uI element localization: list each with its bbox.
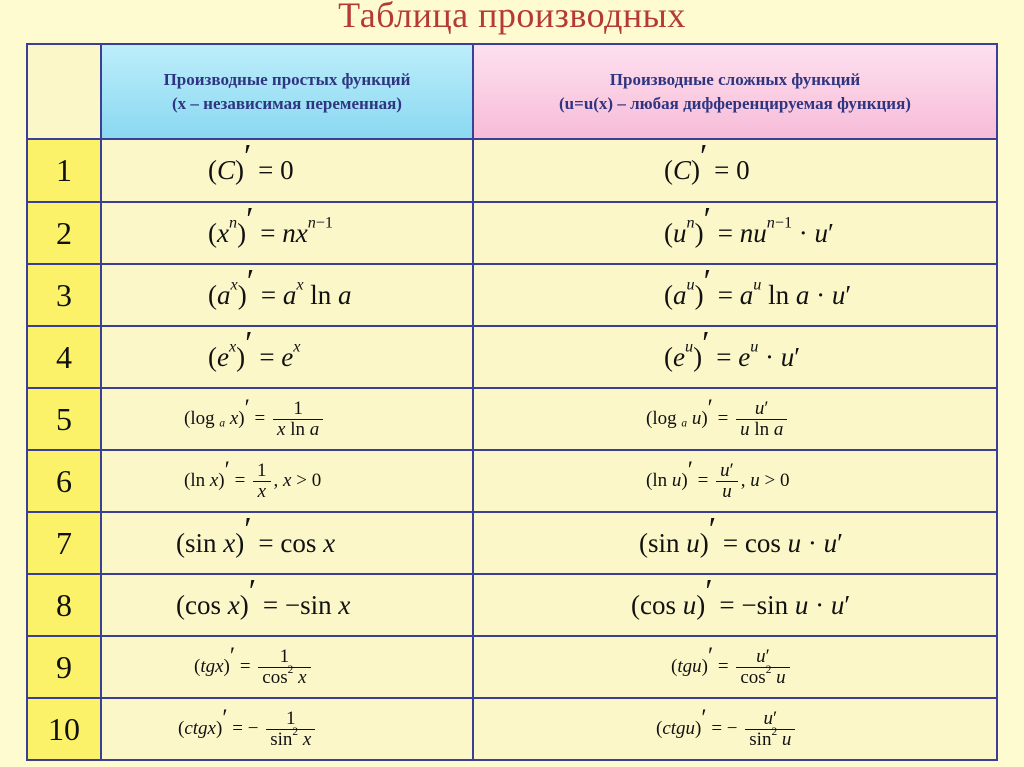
formula-complex: (ctgu)′ = − $\frac{u'}{\sin^2 u}$ (656, 709, 798, 750)
header-simple-line2: (x – независимая переменная) (172, 93, 402, 113)
table-row (27, 388, 997, 450)
formula-simple: $(x^n)' = nx^{n-1}$ (208, 200, 334, 248)
formula-complex: (sin u)′ = cos u · u′ (639, 510, 844, 558)
formula-simple: (ctgx)′ = − $\frac{1}{\sin^2 x}$ (178, 709, 318, 750)
formula-complex: (tgu)′ = $\frac{u'}{\cos^2 u}$ (671, 647, 793, 688)
formula-simple: (tgx)′ = $\frac{1}{\cos^2 x}$ (194, 647, 314, 688)
formula-simple: (C)′ = 0 (208, 138, 294, 185)
formula-complex: $(e^u)' = e^u \cdot u'$ (664, 324, 801, 372)
simple-formula-cell (101, 698, 473, 760)
header-complex-line2: (u=u(x) – любая дифференцируемая функция) (559, 93, 911, 113)
complex-formula-cell (473, 388, 997, 450)
complex-formula-cell (473, 450, 997, 512)
simple-formula-cell (101, 264, 473, 326)
table-row (27, 139, 997, 202)
derivatives-table (26, 43, 998, 761)
complex-formula-cell (473, 202, 997, 264)
row-number: 5 (27, 388, 101, 450)
row-number: 9 (27, 636, 101, 698)
formula-complex: (log $_a$ u)′ = $\frac{u'}{\text{u ln a}}$ (646, 399, 790, 440)
formula-simple: $(e^x)' = e^x$ (208, 324, 301, 372)
complex-formula-cell (473, 574, 997, 636)
row-number: 8 (27, 574, 101, 636)
formula-simple: (ln x)′ = $\frac{1}{x}$ , x > 0 (184, 457, 322, 502)
complex-formula-cell (473, 636, 997, 698)
row-number: 3 (27, 264, 101, 326)
formula-simple: (cos x)′ = −sin x (176, 572, 351, 620)
row-number: 4 (27, 326, 101, 388)
table-row (27, 326, 997, 388)
formula-simple: (log $_a$ x)′ = $\frac{1}{\text{x ln a}}$ (184, 399, 326, 440)
complex-formula-cell (473, 326, 997, 388)
formula-complex: (cos u)′ = −sin u · u′ (631, 572, 851, 620)
table-row (27, 264, 997, 326)
row-number: 6 (27, 450, 101, 512)
complex-formula-cell (473, 139, 997, 202)
simple-formula-cell (101, 326, 473, 388)
simple-formula-cell (101, 202, 473, 264)
formula-complex: (C)′ = 0 (664, 138, 750, 185)
formula-simple: (sin x)′ = cos x (176, 510, 336, 558)
simple-formula-cell (101, 139, 473, 202)
row-number: 7 (27, 512, 101, 574)
table-row (27, 698, 997, 760)
table-row (27, 512, 997, 574)
page-title: Таблица производных (338, 0, 686, 35)
formula-complex: (ln u)′ = $\frac{u'}{u}$ , u > 0 (646, 457, 790, 502)
row-number: 1 (27, 139, 101, 202)
simple-formula-cell (101, 450, 473, 512)
complex-formula-cell (473, 512, 997, 574)
table-row (27, 202, 997, 264)
header-simple-line1: Производные простых функций (163, 69, 411, 89)
row-number: 10 (27, 698, 101, 760)
complex-formula-cell (473, 698, 997, 760)
formula-complex: $(u^n)' = nu^{n-1} \cdot u'$ (664, 200, 834, 248)
complex-formula-cell (473, 264, 997, 326)
simple-formula-cell (101, 388, 473, 450)
table-header-row (27, 44, 997, 139)
header-complex-functions (473, 44, 997, 139)
simple-formula-cell (101, 512, 473, 574)
header-simple-functions (101, 44, 473, 139)
header-number-cell (27, 44, 101, 139)
simple-formula-cell (101, 636, 473, 698)
row-number: 2 (27, 202, 101, 264)
table-row (27, 636, 997, 698)
table-row (27, 450, 997, 512)
table-row (27, 574, 997, 636)
formula-simple: $(a^x)' = a^x$ ln a (208, 262, 352, 310)
header-complex-line1: Производные сложных функций (609, 69, 861, 89)
formula-complex: $(a^u)' = a^u$ ln a · u′ (664, 262, 852, 310)
simple-formula-cell (101, 574, 473, 636)
